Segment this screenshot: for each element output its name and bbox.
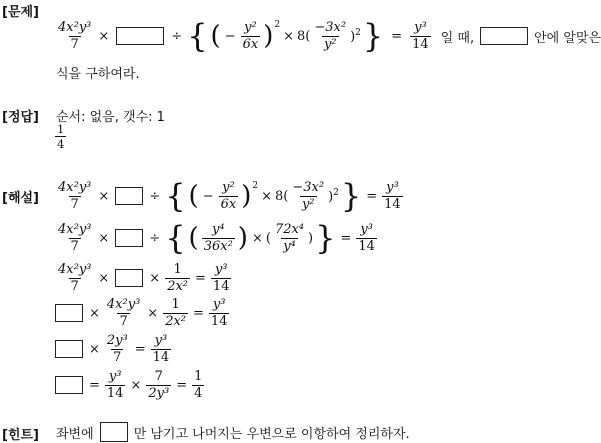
hint-label: [힌트] [2,428,39,443]
frac-num: y³ [386,179,399,195]
equals-sign: = [193,305,204,321]
frac-num: 1 [57,122,65,136]
frac-den: 7 [70,36,79,52]
frac-den: 6x [220,196,237,212]
explanation-label: [해설] [2,191,39,206]
frac-num: 72x⁴ [274,221,305,237]
solution-step-4 [52,296,231,330]
left-paren: ( [188,223,199,253]
times-sign: × [98,188,110,204]
coefficient: 8( [297,28,311,44]
frac-den: 7 [70,278,79,294]
frac-den: 14 [106,385,124,401]
frac-num: y⁴ [211,221,225,237]
equals-sign: = [195,270,206,286]
frac-den: 14 [384,196,401,212]
blank-box [116,27,164,45]
frac-num: 1 [173,261,182,277]
frac-num: −3x² [314,19,347,35]
equals-sign: = [134,341,146,357]
problem-rhs-frac [410,21,431,51]
frac-num: y³ [108,368,122,384]
blank-box [115,187,143,205]
times-sign: × [251,230,263,246]
answer-fraction [53,123,68,150]
left-paren: ( [188,181,199,211]
left-brace: { [165,219,186,257]
times-sign: × [130,377,142,393]
times-sign: × [98,230,110,246]
frac-den: 4 [57,137,65,152]
left-paren: ( [210,21,221,51]
divide-sign: ÷ [149,230,161,246]
divide-sign: ÷ [149,188,161,204]
left-brace: { [165,177,186,215]
frac-num: y³ [414,19,427,35]
times-sign: × [283,28,295,44]
times-sign: × [261,188,273,204]
frac-num: y² [244,19,257,35]
frac-den: y⁴ [283,238,296,254]
frac-num: 4x²y³ [58,221,92,237]
coefficient: 8( [275,188,289,204]
frac-num: 7 [154,368,163,384]
hint-after: 만 남기고 나머지는 우변으로 이항하여 정리하자. [133,426,410,442]
frac-den: 4 [194,385,203,401]
problem-text-when: 일 때, [440,30,475,46]
frac-den: y² [323,36,337,52]
right-paren: ) [263,21,274,51]
right-brace: } [315,219,336,257]
answer-meta: 순서: 없음, 갯수: 1 [56,110,165,125]
problem-text-line2: 식을 구하여라. [56,67,140,82]
solution-step-1: $\frac{\text{4x²y³}}{7}$ × ÷ { ( − $\frac{\text{y²}}{6x}$ ) $^2$ × 8( $\frac{\text{−3x²}}{\text{y²}}$ )$^2$ } = $\frac{\text{y³}}{14}$ [58,177,401,215]
times-sign: × [98,28,110,44]
frac-num: 1 [171,296,180,312]
frac-den: 7 [113,349,122,365]
equals-sign: = [366,188,378,204]
equals-sign: = [340,230,352,246]
answer-label: [정답] [2,110,39,125]
frac-den: 2y³ [148,385,170,401]
problem-inner-frac1 [241,21,261,51]
frac-den: 36x² [203,238,233,254]
frac-den: 7 [70,238,79,254]
solution-step-5 [52,332,173,366]
equals-sign: = [176,377,188,393]
solution-step-3 [54,261,233,295]
solution-step-6 [52,367,206,403]
solution-step-2: $\frac{\text{4x²y³}}{7}$ × ÷ { ( $\frac{\text{y⁴}}{\text{36x²}}$ ) × ( $\frac{\text{72x⁴}}{\text{y⁴}}$ ) } = $\frac{\text{y³}}{14}$ [58,219,375,257]
frac-den: 14 [152,349,170,365]
divide-sign: ÷ [171,28,183,44]
problem-frac1 [56,21,93,51]
times-sign: × [89,341,100,357]
hint-before: 좌변에 [56,426,94,442]
times-sign: × [89,305,100,321]
frac-num: 4x²y³ [106,296,141,312]
equals-sign: = [89,377,100,393]
problem-text-tail: 안에 알맞은 [534,30,601,46]
problem-inner-frac2 [312,21,348,51]
frac-num: 4x²y³ [58,179,92,195]
frac-den: 7 [70,196,79,212]
blank-box [115,269,143,287]
blank-box [55,304,83,322]
frac-num: 4x²y³ [58,19,92,35]
equals-sign: = [391,28,403,44]
blank-box [480,27,528,45]
frac-den: y² [301,196,315,212]
frac-num: y³ [360,221,373,237]
frac-den: 2x² [165,313,187,329]
frac-num: 4x²y³ [58,261,92,277]
blank-box [55,376,83,394]
times-sign: × [98,270,110,286]
blank-box [55,340,83,358]
frac-num: 1 [194,368,203,384]
frac-den: 6x [242,36,259,52]
frac-den: 14 [358,238,375,254]
frac-den: 14 [212,278,230,294]
frac-den: 14 [210,313,228,329]
right-brace: } [362,17,384,55]
frac-den: 7 [119,313,128,329]
blank-box [115,229,143,247]
frac-num: y³ [214,261,228,277]
left-brace: { [187,17,208,55]
frac-num: y³ [154,332,168,348]
frac-num: −3x² [292,179,325,195]
problem-equation: $\frac{\text{4x²y³}}{7}$ × ÷ { ( − $\frac{\text{y²}}{6x}$ ) $^2$ × 8( $\frac{\text{−3x²}}{\text{y²}}$ )$^2$ } = $\frac{\text{y³}}{14}$ 일 때, 안에 알맞은 [58,17,601,55]
right-paren: ) [237,223,248,253]
right-brace: } [340,177,362,215]
frac-den: 2x² [167,278,189,294]
frac-num: y³ [212,296,226,312]
minus-sign: − [224,28,236,44]
times-sign: × [149,270,161,286]
times-sign: × [147,305,159,321]
frac-num: y² [222,179,235,195]
frac-den: 14 [412,36,429,52]
frac-num: 2y³ [106,332,128,348]
blank-box [100,422,128,442]
right-paren: ) [241,181,252,211]
problem-label: [문제] [2,5,39,20]
hint-text [56,422,410,442]
